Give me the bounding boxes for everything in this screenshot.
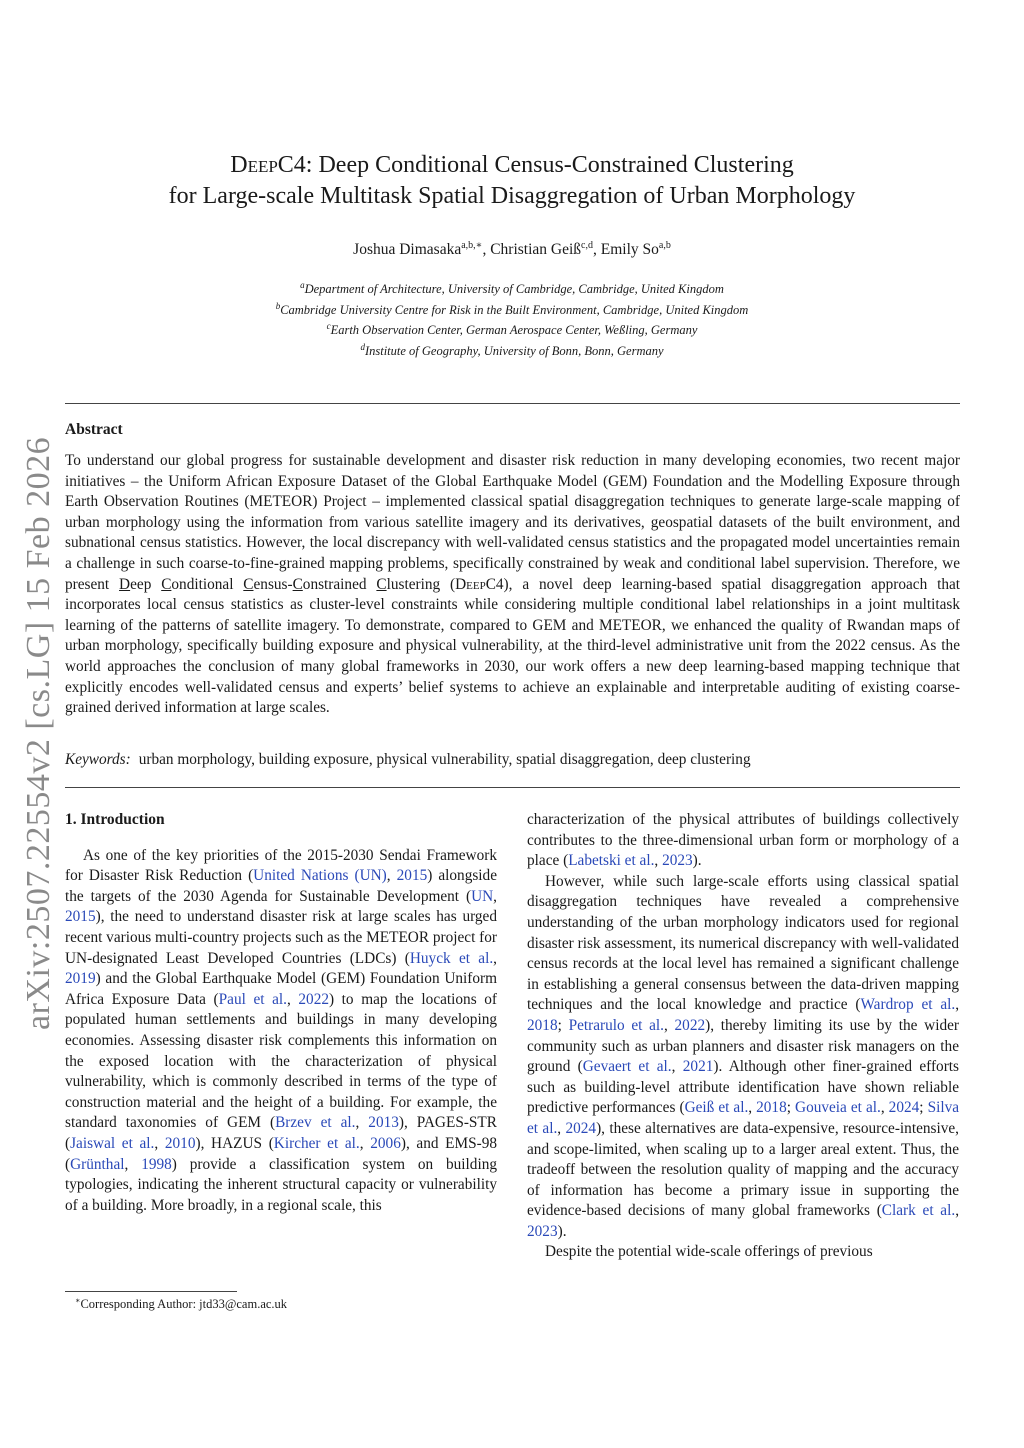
paragraph-text: , <box>557 1119 566 1137</box>
citation-link[interactable]: Jaiswal et al. <box>70 1134 155 1152</box>
author-name: Emily So <box>600 241 659 259</box>
affiliation: $^d$Institute of Geography, University of Bonn, Bonn, Germany <box>360 341 664 359</box>
citation-link[interactable]: Petrarulo et al. <box>568 1016 664 1034</box>
paragraph <box>527 1242 959 1263</box>
paragraph-text: , <box>154 1134 165 1152</box>
keywords <box>65 751 960 769</box>
footnote <box>75 1296 287 1312</box>
paragraph-text: ; <box>786 1099 796 1117</box>
paragraph-text: ), the need to understand disaster risk at large scales has urged recent various multi-country projects such as the METEOR project for UN-designated Least Developed Countries (LDCs) ( <box>65 908 498 967</box>
abstract-body: To understand our global progress for sustainable development and disaster risk reduction in many developing economies, two recent major initiatives – the Uniform African Exposure Dataset of the Global Earthquake Model (GEM) Foundation and the Modelling Exposure through Earth Observation Routines (METEOR) Project – implemented classical spatial disaggregation techniques to generate large-scale mapping of urban morphology using the information from various satellite imagery and its derivatives, geospatial datasets of the built environment, and subnational census statistics. However, the local discrepancy with well-validated census statistics and the propagated model uncertainties remain a challenge in such coarse-to-fine-grained mapping problems, specifically constrained by weak and conditional label supervision. Therefore, we present Deep Conditional Census-Constrained Clustering (DeepC4), a novel deep learning-based spatial disaggregation approach that incorporates local census statistics as cluster-level constraints while considering multiple conditional label relationships in a joint multitask learning of the patterns of satellite imagery. To demonstrate, compared to GEM and METEOR, we enhanced the quality of Rwandan maps of urban morphology, specifically building exposure and physical vulnerability, at the third-level administrative unit from the 2022 census. As the world approaches the conclusion of many global frameworks in 2030, our work offers a new deep learning-based mapping technique that explicitly encodes well-validated census and experts’ belief systems to achieve an explainable and interpretable auditing of existing coarse-grained derived information at large scales. <box>65 452 961 717</box>
author-affil-marks: a,b <box>658 240 671 251</box>
citation-link[interactable]: 2013 <box>368 1114 399 1132</box>
author-affil-marks: c,d <box>581 240 593 251</box>
paragraph-text: , <box>386 867 397 885</box>
paragraph-text: , <box>493 887 497 905</box>
citation-link[interactable]: Labetski et al. <box>568 852 655 870</box>
paragraph-text: , <box>671 1058 683 1076</box>
paragraph-text: characterization of the physical attributes of buildings collectively contributes to the three-dimensional urban form or morphology of a place ( <box>527 811 959 870</box>
paragraph-text: , <box>663 1016 675 1034</box>
citation-link[interactable]: Wardrop et al. <box>860 996 956 1014</box>
section-heading-introduction: 1. Introduction <box>65 811 165 828</box>
citation-link[interactable]: 2010 <box>164 1134 196 1152</box>
paragraph-text: , <box>355 1114 369 1132</box>
title-line-2: for Large-scale Multitask Spatial Disaggregation of Urban Morphology <box>168 183 856 209</box>
paragraph-text: ) to map the locations of populated human settlements and buildings in many developing economies. Assessing disaster risk complements this information on the exposed location with the characterization of physical vulnerability, which is commonly described in terms of the type of construction material and the height of a building. For example, the standard taxonomies of GEM ( <box>65 990 498 1132</box>
affiliation-list <box>100 277 924 360</box>
citation-link[interactable]: Huyck et al. <box>409 949 494 967</box>
paragraph-text: ), thereby limiting its use by the wider community such as urban planners and disaster risk managers on the ground ( <box>527 1016 959 1076</box>
paragraph-text: However, while such large-scale efforts using classical spatial disaggregation techniques have revealed a comprehensive understanding of the urban morphology indicators used for regional disaster risk assessment, its numerical discrepancy with well-validated census records at the local level has remained a significant challenge in establishing a general consensus between the data-driven mapping techniques and the local knowledge and practice ( <box>527 872 959 1014</box>
author-list: Joshua Dimasaka$^{a,b,∗}$, Christian Geiß$^{c,d}$, Emily So$^{a,b}$ <box>353 240 671 259</box>
paragraph-text: ), HAZUS ( <box>195 1134 274 1152</box>
paragraph-text: ), and EMS-98 ( <box>65 1134 498 1173</box>
paragraph <box>527 810 959 872</box>
citation-link[interactable]: Clark et al. <box>881 1202 956 1220</box>
citation-link[interactable]: Silva et al. <box>527 1099 960 1137</box>
paper-title <box>100 150 924 212</box>
title-line-1 <box>100 150 924 181</box>
citation-link[interactable]: Paul et al. <box>218 990 287 1008</box>
footnote-text[interactable]: Corresponding Author: jtd33@cam.ac.uk <box>80 1297 288 1312</box>
citation-link[interactable]: Brzev et al. <box>275 1114 356 1132</box>
citation-link[interactable]: 2015 <box>65 908 96 926</box>
paragraph <box>65 846 497 1217</box>
title-smallcaps-prefix: Deep <box>230 152 278 178</box>
citation-link[interactable]: Geiß et al. <box>684 1099 749 1117</box>
citation-link[interactable]: UN <box>471 887 494 905</box>
paragraph-text: ), PAGES-STR ( <box>65 1114 497 1152</box>
paragraph-text: ). Although other finer-grained efforts such as building-level attribute identification have shown reliable predictive performances ( <box>527 1058 959 1117</box>
paragraph-text: , <box>955 1202 960 1220</box>
footnote-mark: ∗ <box>75 1296 81 1305</box>
abstract-heading: Abstract <box>65 421 123 438</box>
citation-link[interactable]: 2018 <box>527 1016 558 1034</box>
keywords-text: urban morphology, building exposure, physical vulnerability, spatial disaggregation, deep clustering <box>138 751 751 768</box>
column-left <box>65 810 497 1216</box>
affiliation: $^c$Earth Observation Center, German Aerospace Center, Weßling, Germany <box>326 321 698 338</box>
citation-link[interactable]: 1998 <box>141 1155 172 1173</box>
paragraph-text: , <box>654 852 663 870</box>
paragraph-text: Despite the potential wide-scale offerings of previous <box>545 1243 873 1261</box>
citation-link[interactable]: 2023 <box>527 1222 558 1240</box>
paragraph-text: ), these alternatives are data-expensive, resource-intensive, and scope-limited, when scaling up to a larger areal extent. Thus, the tradeoff between the resolution quality of mapping and the accuracy of information has become a primary issue in supporting the evidence-based decisions of many global frameworks ( <box>527 1119 959 1220</box>
paragraph-text: As one of the key priorities of the 2015-2030 Sendai Framework for Disaster Risk Reduction ( <box>65 846 497 885</box>
paragraph-text: ). <box>692 852 702 870</box>
arxiv-identifier[interactable]: arXiv:2507.22554v2 [cs.LG] 15 Feb 2026 <box>20 436 57 1030</box>
paragraph-text: , <box>955 996 960 1014</box>
citation-link[interactable]: Grünthal <box>70 1155 125 1173</box>
paragraph-text: , <box>493 949 497 967</box>
paragraph-text: ) alongside the targets of the 2030 Agenda for Sustainable Development ( <box>65 867 497 905</box>
paragraph-text: ) provide a classification system on building typologies, indicating the inherent structural capacity or vulnerability of a building. More broadly, in a regional scale, this <box>65 1155 497 1214</box>
paragraph-text: , <box>286 990 299 1008</box>
author-name: Joshua Dimasaka <box>353 241 462 259</box>
column-right <box>527 810 959 1263</box>
paragraph-text: ; <box>557 1016 569 1034</box>
citation-link[interactable]: Gouveia et al. <box>795 1099 881 1117</box>
citation-link[interactable]: 2024 <box>565 1119 597 1137</box>
keywords-label: Keywords: <box>65 751 131 768</box>
citation-link[interactable]: Gevaert et al. <box>582 1058 672 1076</box>
citation-link[interactable]: 2021 <box>682 1058 714 1076</box>
citation-link[interactable]: Kircher et al. <box>273 1134 360 1152</box>
citation-link[interactable]: 2019 <box>65 970 96 988</box>
citation-link[interactable]: 2006 <box>370 1134 401 1152</box>
affiliation: $^a$Department of Architecture, University of Cambridge, Cambridge, United Kingdom <box>300 280 724 297</box>
citation-link[interactable]: 2018 <box>756 1099 787 1117</box>
citation-link[interactable]: 2022 <box>674 1016 706 1034</box>
title-line-1-rest: C4: Deep Conditional Census-Constrained Clustering <box>277 152 794 178</box>
author-name: Christian Geiß <box>490 241 582 259</box>
citation-link[interactable]: 2024 <box>888 1099 920 1117</box>
paragraph-text: ). <box>557 1222 567 1240</box>
footnote-divider <box>65 1291 237 1292</box>
paragraph-text: , <box>880 1099 889 1117</box>
paragraph-text: , <box>748 1099 757 1117</box>
citation-link[interactable]: 2023 <box>662 852 693 870</box>
paragraph-text: ) and the Global Earthquake Model (GEM) Foundation Uniform Africa Exposure Data ( <box>65 970 497 1008</box>
author-affil-marks: a,b,∗ <box>461 240 483 251</box>
divider <box>65 403 960 404</box>
paragraph <box>527 872 959 1243</box>
affiliation: $^b$Cambridge University Centre for Risk in the Built Environment, Cambridge, United Kingdom <box>275 300 749 317</box>
citation-link[interactable]: 2022 <box>298 990 329 1008</box>
divider <box>65 787 960 788</box>
paragraph-text: ; <box>919 1099 928 1117</box>
citation-link[interactable]: 2015 <box>396 867 428 885</box>
paragraph-text: , <box>359 1134 371 1152</box>
citation-link[interactable]: United Nations (UN) <box>253 867 387 885</box>
paragraph-text: , <box>124 1155 142 1173</box>
